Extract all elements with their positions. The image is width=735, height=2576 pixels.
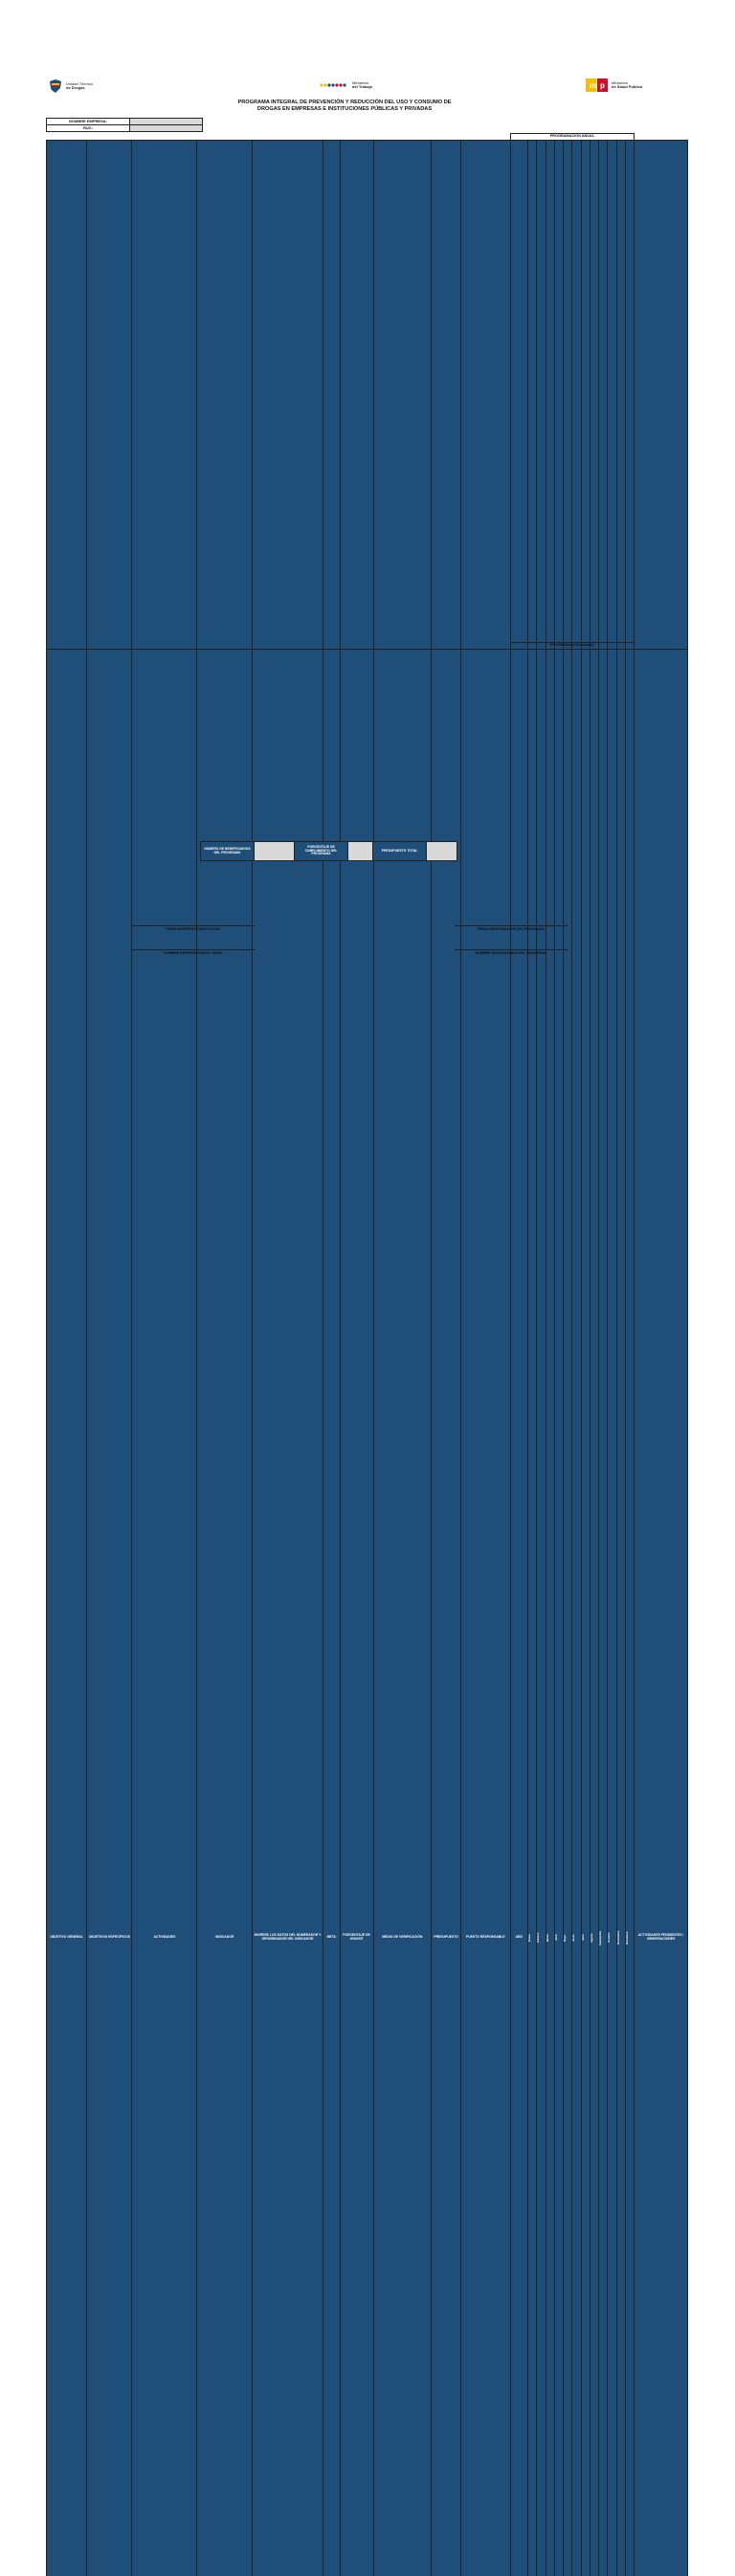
shield-flag-icon xyxy=(48,78,63,94)
header-month xyxy=(528,650,537,2576)
header-month xyxy=(599,650,608,2576)
header-month xyxy=(554,650,563,2576)
programacion-anual-header: PROGRAMACIÓN ANUAL xyxy=(510,643,635,650)
header-meta: META xyxy=(323,650,340,2576)
company-ruc-label: RUC: xyxy=(47,125,130,132)
header-ingrese: INGRESE LOS DATOS DEL NUMERADOR Y DENOMINADOR DEL INDICADOR xyxy=(252,650,323,2576)
header-actividades: ACTIVIDADES xyxy=(132,650,197,2576)
logo-left-line2: de Drogas xyxy=(66,86,93,91)
program-table-2 xyxy=(46,642,688,2576)
svg-text:m: m xyxy=(590,81,596,90)
month-label: Agosto xyxy=(590,650,593,2576)
svg-text:p: p xyxy=(600,81,605,90)
header-month xyxy=(546,650,554,2576)
logo-right-line2: de Salud Pública xyxy=(612,85,642,90)
document-title xyxy=(144,100,546,113)
month-label: Mayo xyxy=(564,650,567,2576)
company-form xyxy=(46,118,203,132)
firma-responsable-programa: FIRMA RESPONSABLE DEL PROGRAMA xyxy=(455,925,568,931)
header-spacer xyxy=(47,134,511,141)
header-anio: AÑO xyxy=(510,650,528,2576)
logo-right-line1: Ministerio xyxy=(612,81,642,86)
logo-msp xyxy=(586,78,642,92)
company-name-input[interactable] xyxy=(130,119,203,125)
firma-representante-legal: FIRMA REPRESENTANTE LEGAL xyxy=(132,925,255,931)
header-medio: MEDIO DE VERIFICACIÓN xyxy=(373,650,432,2576)
document-page xyxy=(0,0,735,980)
header-spacer xyxy=(635,134,688,141)
header-month xyxy=(590,650,598,2576)
header-objetivos-especificos: OBJETIVOS ESPECÍFICOS xyxy=(87,650,132,2576)
title-line2: DROGAS EN EMPRESAS E INSTITUCIONES PÚBLICAS Y PRIVADAS xyxy=(144,106,546,113)
title-line1: PROGRAMA INTEGRAL DE PREVENCIÓN Y REDUCCIÓN DEL USO Y CONSUMO DE xyxy=(144,100,546,106)
month-label: Enero xyxy=(528,650,531,2576)
month-label: Marzo xyxy=(546,650,549,2576)
cumplimiento-label: PORCENTAJE DE CUMPLIMIENTO DEL PROGRAMA xyxy=(295,842,348,861)
column-header-row xyxy=(47,650,688,2576)
logo-center-line1: Ministerio xyxy=(352,81,372,86)
header-month xyxy=(608,650,616,2576)
header-porcentaje: PORCENTAJE DE AVANCE xyxy=(340,650,373,2576)
header-presupuesto: PRESUPUESTO xyxy=(432,650,461,2576)
company-ruc-input[interactable] xyxy=(130,125,203,132)
header-puesto: PUESTO RESPONSABLE xyxy=(461,650,511,2576)
header-objetivo-general: OBJETIVO GENERAL xyxy=(47,650,87,2576)
programacion-header-row xyxy=(47,643,688,650)
header-spacer xyxy=(47,643,511,650)
dots-logo-icon xyxy=(319,80,349,90)
logo-ministerio-trabajo xyxy=(319,80,372,90)
summary-table xyxy=(200,841,457,861)
nombre-representante-legal: NOMBRE REPRESENTANTE LEGAL xyxy=(132,949,255,955)
beneficiarios-label: NÚMERO DE BENEFICIARIOS DEL PROGRAMA xyxy=(201,842,255,861)
header-actividades-pendientes: ACTIVIDADES PENDIENTES / OBSERVACIONES xyxy=(635,650,688,2576)
cumplimiento-input[interactable] xyxy=(348,842,373,861)
header-month xyxy=(572,650,581,2576)
beneficiarios-input[interactable] xyxy=(255,842,295,861)
logo-left-line1: Unidad Técnica xyxy=(66,82,93,87)
header-indicador: INDICADOR xyxy=(197,650,253,2576)
nombre-responsable-programa: NOMBRE RESPONSABLE DEL PROGRAMA xyxy=(455,949,568,955)
msp-logo-icon xyxy=(586,78,609,92)
header-month xyxy=(581,650,590,2576)
header-month xyxy=(564,650,572,2576)
header-month xyxy=(537,650,546,2576)
header-month xyxy=(616,650,625,2576)
header-spacer xyxy=(635,643,688,650)
month-label: Septiembre xyxy=(599,650,602,2576)
logo-unidad-tecnica xyxy=(48,78,93,94)
header-month xyxy=(625,650,634,2576)
logo-center-line2: del Trabajo xyxy=(352,85,372,90)
month-label: Julio xyxy=(582,650,585,2576)
month-label: Febrero xyxy=(537,650,540,2576)
month-label: Diciembre xyxy=(626,650,629,2576)
month-label: Noviembre xyxy=(617,650,620,2576)
presupuesto-total-label: PRESUPUESTO TOTAL xyxy=(373,842,427,861)
programacion-anual-header: PROGRAMACIÓN ANUAL xyxy=(510,134,635,141)
programacion-header-row xyxy=(47,134,688,141)
presupuesto-total-input[interactable] xyxy=(427,842,457,861)
month-label: Octubre xyxy=(608,650,611,2576)
month-label: Junio xyxy=(572,650,575,2576)
month-label: Abril xyxy=(555,650,558,2576)
company-name-label: NOMBRE EMPRESA: xyxy=(47,119,130,125)
